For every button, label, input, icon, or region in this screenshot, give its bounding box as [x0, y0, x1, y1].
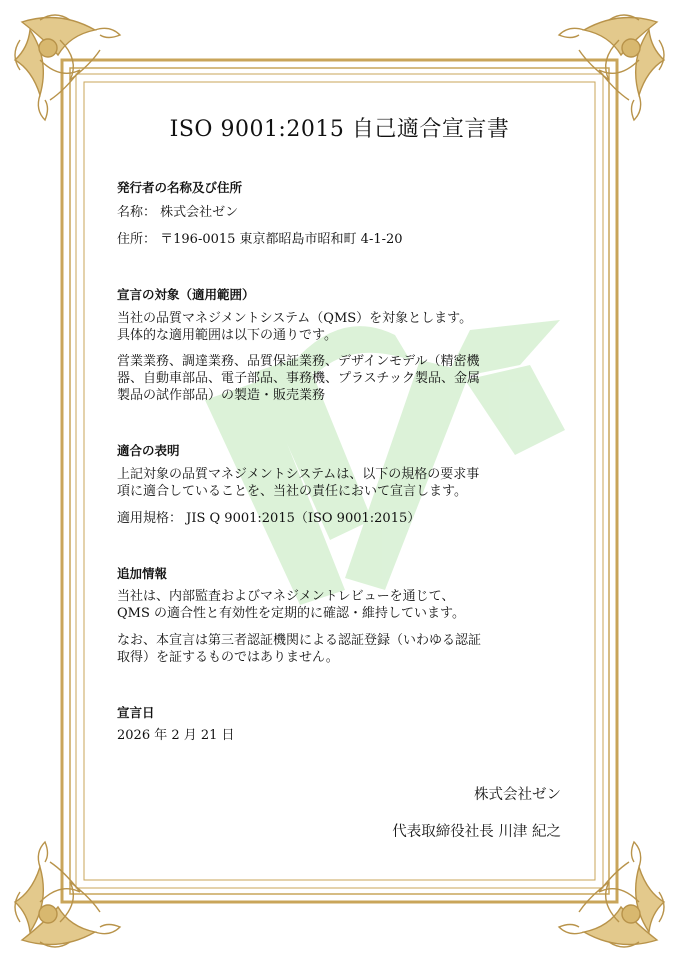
conformity-para-line: 項に適合していることを、当社の責任において宣言します。	[117, 484, 467, 499]
issuer-name: 名称： 株式会社ゼン	[117, 205, 239, 220]
scope-list-line: 器、自動車部品、電子部品、事務機、プラスチック製品、金属	[117, 371, 480, 386]
issuer-heading: 発行者の名称及び住所	[117, 180, 243, 195]
document-title: ISO 9001:2015 自己適合宣言書	[169, 117, 510, 142]
date-heading: 宣言日	[117, 705, 155, 720]
declaration-date: 2026 年 2 月 21 日	[117, 728, 235, 743]
additional-heading: 追加情報	[117, 566, 168, 581]
conformity-para-line: 上記対象の品質マネジメントシステムは、以下の規格の要求事	[117, 467, 480, 482]
ornamental-corner-icon	[554, 15, 664, 125]
signature-representative: 代表取締役社長 川津 紀之	[392, 824, 561, 840]
additional-para-line: QMS の適合性と有効性を定期的に確認・維持しています。	[117, 606, 465, 621]
scope-heading: 宣言の対象（適用範囲）	[117, 287, 255, 302]
ornamental-corner-icon	[15, 15, 125, 125]
additional-para-line: 当社は、内部監査およびマネジメントレビューを通じて、	[117, 589, 455, 604]
ornamental-corner-icon	[15, 837, 125, 947]
ornamental-corner-icon	[554, 837, 664, 947]
signature-company: 株式会社ゼン	[474, 787, 561, 803]
additional-para-line: 取得）を証するものではありません。	[117, 650, 339, 665]
conformity-heading: 適合の表明	[117, 443, 180, 458]
scope-para-line: 当社の品質マネジメントシステム（QMS）を対象とします。	[117, 311, 473, 326]
scope-para-line: 具体的な適用範囲は以下の通りです。	[117, 328, 337, 343]
scope-list-line: 営業業務、調達業務、品質保証業務、デザインモデル（精密機	[117, 354, 480, 369]
applicable-standard: 適用規格： JIS Q 9001:2015（ISO 9001:2015）	[117, 511, 421, 526]
scope-list-line: 製品の試作部品）の製造・販売業務	[117, 388, 326, 403]
additional-para-line: なお、本宣言は第三者認証機関による認証登録（いわゆる認証	[117, 633, 482, 648]
issuer-address: 住所： 〒196-0015 東京都昭島市昭和町 4-1-20	[117, 232, 403, 247]
